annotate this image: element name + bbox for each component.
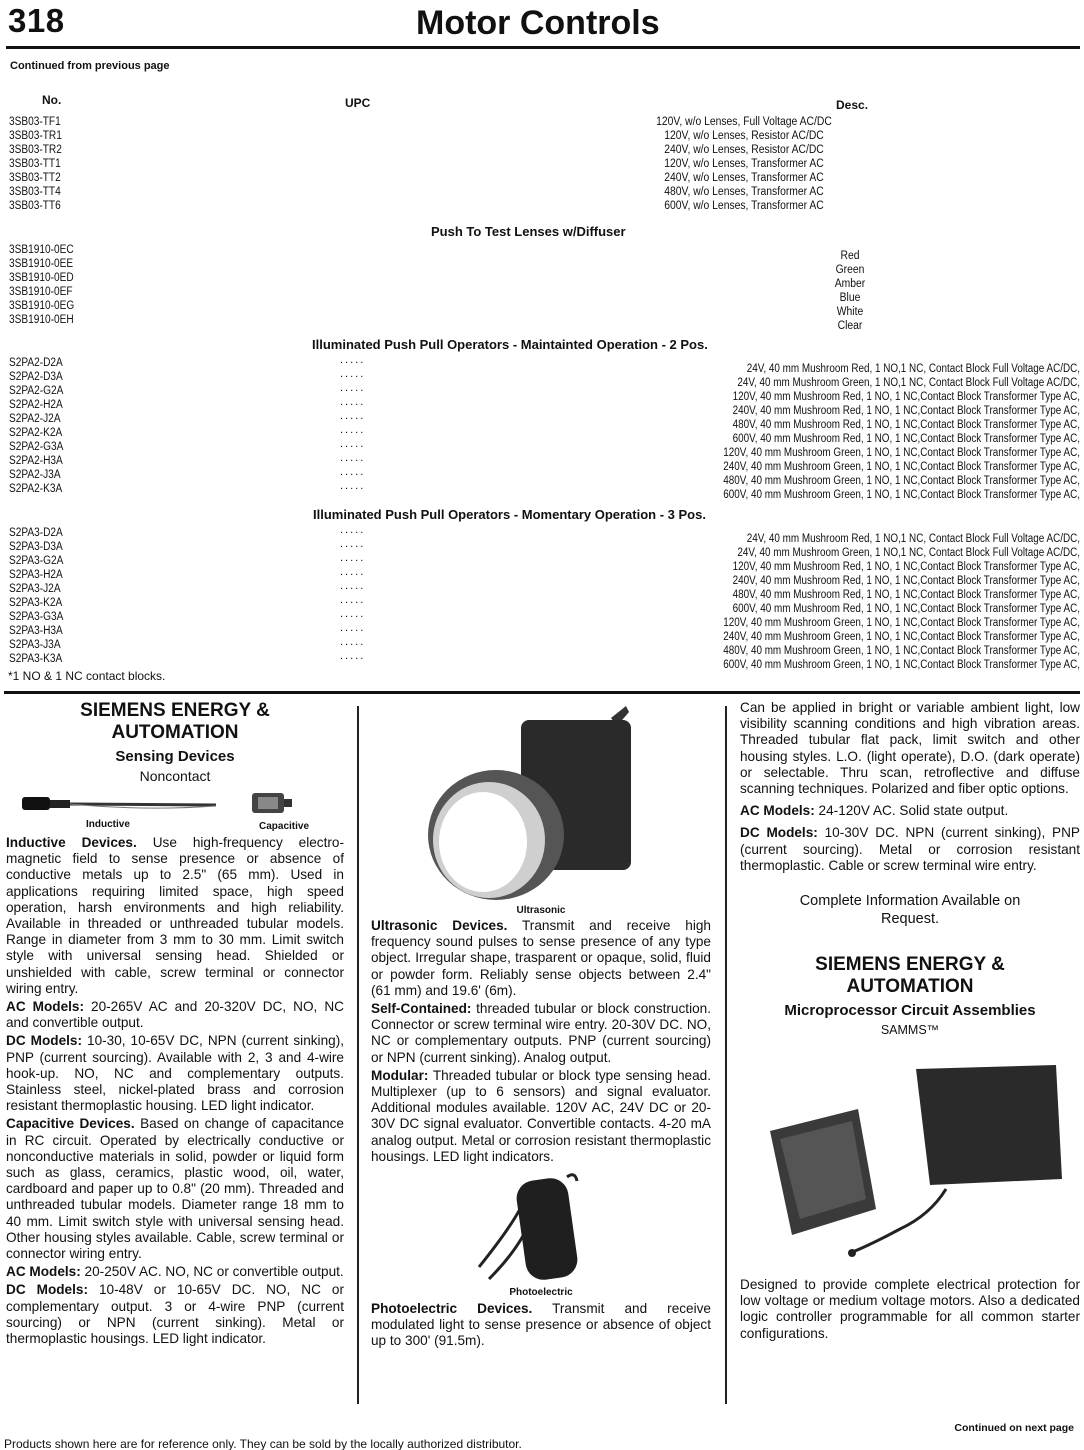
item-upc: .....	[340, 622, 366, 634]
item-number: 3SB03-TT6	[9, 200, 61, 212]
brand-heading: AUTOMATION	[846, 976, 974, 998]
item-upc: .....	[340, 368, 366, 380]
photoelectric-sensor-image	[371, 1167, 711, 1301]
column-divider	[357, 706, 359, 1404]
paragraph-text: Transmit and receive modulated light to sense presence or absence of object up to 300' (91.5m).	[371, 1301, 711, 1349]
item-description: 600V, 40 mm Mushroom Red, 1 NO, 1 NC,Contact Block Transformer Type AC,	[732, 433, 1080, 445]
paragraph	[371, 1301, 711, 1350]
item-description: 480V, 40 mm Mushroom Green, 1 NO, 1 NC,Contact Block Transformer Type AC,	[723, 475, 1080, 487]
item-upc: .....	[340, 410, 366, 422]
column-header-desc: Desc.	[836, 98, 869, 112]
item-upc: .....	[340, 438, 366, 450]
column-header-upc: UPC	[345, 96, 371, 110]
item-upc: .....	[340, 382, 366, 394]
section-title: Illuminated Push Pull Operators - Maintainted Operation - 2 Pos.	[312, 337, 708, 352]
table-row	[0, 299, 1084, 318]
left-column	[6, 700, 344, 1349]
item-upc: .....	[340, 396, 366, 408]
paragraph	[740, 825, 1080, 874]
section-subtitle-secondary: SAMMS™	[880, 1023, 940, 1038]
item-upc: .....	[340, 424, 366, 436]
item-description: 240V, 40 mm Mushroom Red, 1 NO, 1 NC,Contact Block Transformer Type AC,	[732, 575, 1080, 587]
item-description: 240V, 40 mm Mushroom Green, 1 NO, 1 NC,Contact Block Transformer Type AC,	[723, 631, 1080, 643]
paragraph-lead: DC Models:	[6, 1033, 82, 1049]
item-number: S2PA2-G3A	[9, 441, 64, 453]
item-description: 480V, 40 mm Mushroom Red, 1 NO, 1 NC,Contact Block Transformer Type AC,	[732, 419, 1080, 431]
paragraph-lead: Inductive Devices.	[6, 835, 137, 850]
paragraph-lead: AC Models:	[6, 999, 85, 1015]
table-row	[0, 257, 1084, 276]
item-number: 3SB03-TR2	[9, 144, 62, 156]
item-description: White	[836, 306, 864, 318]
footer-disclaimer: Products shown here are for reference only. They can be sold by the locally authorized distributor.	[4, 1437, 522, 1450]
item-description: 600V, w/o Lenses, Transformer AC	[664, 200, 824, 212]
item-description: 240V, 40 mm Mushroom Green, 1 NO, 1 NC,Contact Block Transformer Type AC,	[723, 461, 1080, 473]
item-number: S2PA3-H2A	[9, 569, 63, 581]
information-note: Complete Information Available on Request.	[799, 893, 1021, 928]
section-subtitle: Sensing Devices	[115, 748, 235, 765]
section-title: Illuminated Push Pull Operators - Momentary Operation - 3 Pos.	[313, 507, 706, 522]
item-upc: .....	[340, 580, 366, 592]
paragraph-text: 20-265V AC and 20-320V DC, NO, NC and convertible output.	[6, 999, 344, 1031]
paragraph-lead: DC Models:	[6, 1282, 88, 1298]
item-number: 3SB03-TT1	[9, 158, 61, 170]
item-number: 3SB1910-0EC	[9, 244, 74, 256]
item-upc: .....	[340, 636, 366, 648]
page-number: 318	[8, 2, 65, 39]
brand-heading: SIEMENS ENERGY &	[815, 954, 1005, 976]
item-number: S2PA2-J3A	[9, 469, 61, 481]
paragraph	[6, 1033, 344, 1114]
item-number: S2PA3-K3A	[9, 653, 63, 665]
item-upc: .....	[340, 466, 366, 478]
paragraph: Designed to provide complete electrical protection for low voltage or medium voltage motors. Also a dedicated logic controller programmable for all common starter configurations.	[740, 1277, 1080, 1341]
image-caption: Inductive	[86, 819, 130, 830]
item-description: 600V, 40 mm Mushroom Green, 1 NO, 1 NC,Contact Block Transformer Type AC,	[723, 659, 1080, 671]
paragraph-lead: DC Models:	[740, 825, 818, 841]
item-description: Clear	[837, 320, 863, 332]
table-row	[0, 129, 1084, 143]
table-row	[0, 271, 1084, 290]
item-number: S2PA3-J2A	[9, 583, 61, 595]
samms-assembly-image	[740, 1039, 1080, 1277]
item-number: S2PA2-H3A	[9, 455, 63, 467]
paragraph-text: 24-120V AC. Solid state output.	[814, 803, 1009, 819]
table-row	[0, 354, 1084, 375]
item-description: 120V, 40 mm Mushroom Green, 1 NO, 1 NC,Contact Block Transformer Type AC,	[723, 447, 1080, 459]
continued-next: Continued on next page	[954, 1422, 1074, 1434]
item-description: 480V, 40 mm Mushroom Red, 1 NO, 1 NC,Contact Block Transformer Type AC,	[732, 589, 1080, 601]
item-number: 3SB1910-0ED	[9, 272, 74, 284]
item-number: S2PA3-H3A	[9, 625, 63, 637]
item-upc: .....	[340, 594, 366, 606]
item-upc: .....	[340, 650, 366, 662]
paragraph	[6, 1116, 344, 1262]
paragraph	[371, 1068, 711, 1165]
table-row	[0, 313, 1084, 332]
item-description: 120V, 40 mm Mushroom Red, 1 NO, 1 NC,Contact Block Transformer Type AC,	[732, 561, 1080, 573]
item-upc: .....	[340, 524, 366, 536]
item-upc: .....	[340, 566, 366, 578]
paragraph	[6, 1282, 344, 1347]
paragraph-text: threaded tubular or block construction. Connector or screw terminal wire entry. 20-30V DC. NO, NC or complementary outputs. PNP (current sourcing) or NPN (current sinking). Analog output.	[371, 1001, 711, 1065]
item-description: 120V, w/o Lenses, Resistor AC/DC	[664, 130, 824, 142]
item-number: S2PA2-G2A	[9, 385, 64, 397]
paragraph-text: 20-250V AC. NO, NC or convertible output.	[80, 1264, 344, 1280]
table-row	[0, 524, 1084, 545]
paragraph-text: Based on change of capacitance in RC circuit. Operated by electrically conductive or nonconductive materials in solid, powder or liquid form such as glass, ceramics, plastic wood, oil, water, cardboard and paper up to 0.8" (20 mm). Threaded and unthreaded tubular models. Diameter range 18 mm to 40 mm. Limit switch style with universal sensing head. Other housing styles available. Cable, screw terminal or connector wiring entry.	[6, 1116, 344, 1262]
item-upc: .....	[340, 480, 366, 492]
capacitive-sensor-image	[252, 793, 292, 813]
item-description: 24V, 40 mm Mushroom Green, 1 NO,1 NC, Contact Block Full Voltage AC/DC,	[737, 547, 1080, 559]
paragraph	[6, 1264, 344, 1280]
item-number: S2PA3-D2A	[9, 527, 63, 539]
item-description: 120V, w/o Lenses, Full Voltage AC/DC	[656, 116, 832, 128]
item-description: 480V, 40 mm Mushroom Green, 1 NO, 1 NC,Contact Block Transformer Type AC,	[723, 645, 1080, 657]
paragraph-lead: Capacitive Devices.	[6, 1116, 135, 1132]
continued-from-previous: Continued from previous page	[10, 60, 170, 72]
paragraph	[6, 835, 344, 997]
item-number: S2PA3-D3A	[9, 541, 63, 553]
item-upc: .....	[340, 354, 366, 366]
item-number: 3SB1910-0EG	[9, 300, 75, 312]
item-number: S2PA2-D2A	[9, 357, 63, 369]
paragraph-text: Transmit and receive high frequency sound pulses to sense presence of any type object. Irregular shape, trasparent or opaque, solid, fluid or powder form. Reliably sense objects between 2.4" (61 mm) and 19.6' (6m).	[371, 918, 711, 998]
table-row	[0, 185, 1084, 199]
ultrasonic-sensor-image	[371, 700, 711, 918]
item-number: 3SB1910-0EE	[9, 258, 74, 270]
item-description: 240V, w/o Lenses, Transformer AC	[664, 172, 824, 184]
paragraph-lead: Ultrasonic Devices.	[371, 918, 508, 933]
page-title: Motor Controls	[416, 4, 660, 42]
paragraph	[740, 803, 1080, 819]
table-row	[0, 199, 1084, 213]
table-row	[0, 171, 1084, 185]
paragraph-lead: Photoelectric Devices.	[371, 1301, 533, 1317]
item-number: S2PA2-J2A	[9, 413, 61, 425]
paragraph-text: 10-48V or 10-65V DC. NO, NC or complementary output. 3 or 4-wire PNP (current sourcing) or NPN (current sinking). Metal or thermoplastic housings. LED light indicator.	[6, 1282, 344, 1347]
item-description: 600V, 40 mm Mushroom Red, 1 NO, 1 NC,Contact Block Transformer Type AC,	[732, 603, 1080, 615]
item-description: 120V, 40 mm Mushroom Red, 1 NO, 1 NC,Contact Block Transformer Type AC,	[732, 391, 1080, 403]
section-title: Push To Test Lenses w/Diffuser	[431, 224, 626, 239]
item-description: 480V, w/o Lenses, Transformer AC	[664, 186, 824, 198]
item-description: Green	[835, 264, 865, 276]
item-upc: .....	[340, 452, 366, 464]
item-number: S2PA3-G3A	[9, 611, 64, 623]
brand-heading: AUTOMATION	[111, 722, 239, 743]
item-number: 3SB03-TF1	[9, 116, 61, 128]
item-description: 24V, 40 mm Mushroom Green, 1 NO,1 NC, Contact Block Full Voltage AC/DC,	[737, 377, 1080, 389]
table-row	[0, 115, 1084, 129]
section-rule	[4, 691, 1080, 694]
item-upc: .....	[340, 552, 366, 564]
item-description: Red	[840, 250, 860, 262]
section-subtitle-secondary: Noncontact	[139, 768, 211, 784]
image-caption: Photoelectric	[509, 1287, 573, 1299]
item-upc: .....	[340, 608, 366, 620]
paragraph-lead: Modular:	[371, 1067, 429, 1083]
brand-heading: SIEMENS ENERGY &	[80, 700, 270, 721]
item-number: S2PA2-H2A	[9, 399, 63, 411]
item-description: 600V, 40 mm Mushroom Green, 1 NO, 1 NC,Contact Block Transformer Type AC,	[723, 489, 1080, 501]
item-description: 120V, w/o Lenses, Transformer AC	[664, 158, 824, 170]
paragraph-lead: AC Models:	[6, 1264, 81, 1280]
table-row	[0, 143, 1084, 157]
item-number: 3SB1910-0EF	[9, 286, 73, 298]
item-number: S2PA3-G2A	[9, 555, 64, 567]
table-row	[0, 157, 1084, 171]
item-description: Blue	[839, 292, 861, 304]
middle-column	[371, 700, 711, 1352]
column-header-no: No.	[42, 93, 62, 107]
paragraph	[371, 918, 711, 999]
paragraph	[371, 1001, 711, 1066]
item-number: S2PA2-D3A	[9, 371, 63, 383]
paragraph-text: 10-30, 10-65V DC, NPN (current sinking), PNP (current sourcing). Available with 2, 3 and 4-wire hook-up. NO, NC and complementary outputs. Stainless steel, nickel-plated brass and corrosion resistant thermoplastic housing. LED light indicator.	[6, 1033, 344, 1114]
item-description: 120V, 40 mm Mushroom Green, 1 NO, 1 NC,Contact Block Transformer Type AC,	[723, 617, 1080, 629]
paragraph: Can be applied in bright or variable ambient light, low visibility scanning conditions and high vibration areas. Threaded tubular flat pack, limit switch and other housing styles. L.O. (light operate), D.O. (dark operate) or selectable. Thru scan, retroflective and diffuse scanning techniques. Polarized and fiber optic options.	[740, 700, 1080, 797]
column-divider	[725, 706, 727, 1404]
item-number: 3SB03-TT2	[9, 172, 61, 184]
item-description: 24V, 40 mm Mushroom Red, 1 NO,1 NC, Contact Block Full Voltage AC/DC,	[746, 363, 1080, 375]
item-number: S2PA2-K3A	[9, 483, 63, 495]
right-column	[740, 700, 1080, 1344]
footnote: *1 NO & 1 NC contact blocks.	[8, 669, 166, 683]
item-number: 3SB03-TR1	[9, 130, 62, 142]
paragraph-text: 10-30V DC. NPN (current sinking), PNP (current sourcing). Metal or corrosion resistant thermoplastic. Cable or screw terminal wire entry.	[740, 825, 1080, 873]
table-row	[0, 243, 1084, 262]
item-number: S2PA2-K2A	[9, 427, 63, 439]
header-rule	[6, 46, 1080, 49]
item-description: 240V, 40 mm Mushroom Red, 1 NO, 1 NC,Contact Block Transformer Type AC,	[732, 405, 1080, 417]
image-caption: Capacitive	[259, 821, 310, 832]
item-number: S2PA3-J3A	[9, 639, 61, 651]
item-number: 3SB03-TT4	[9, 186, 61, 198]
paragraph-text: Use high-frequency electro-magnetic field to sense presence or absence of conductive metals up to 2.5" (65 mm). Used in applications requiring limited space, high speed operation, harsh environments and high reliability. Available in threaded or unthreaded tubular models. Range in diameter from 3 mm to 30 mm. Limit switch style with universal sensing head. Shielded or unshielded with cable, screw terminal or connector wiring entry.	[6, 835, 344, 996]
item-description: 24V, 40 mm Mushroom Red, 1 NO,1 NC, Contact Block Full Voltage AC/DC,	[746, 533, 1080, 545]
table-row	[0, 285, 1084, 304]
item-upc: .....	[340, 538, 366, 550]
paragraph-lead: AC Models:	[740, 803, 815, 819]
item-description: 240V, w/o Lenses, Resistor AC/DC	[664, 144, 824, 156]
image-caption: Ultrasonic	[516, 905, 566, 916]
paragraph-lead: Self-Contained:	[371, 1001, 472, 1017]
section-subtitle: Microprocessor Circuit Assemblies	[784, 1002, 1036, 1020]
paragraph	[6, 999, 344, 1031]
item-number: S2PA3-K2A	[9, 597, 63, 609]
item-number: 3SB1910-0EH	[9, 314, 74, 326]
item-description: Amber	[834, 278, 866, 290]
sensor-images	[6, 785, 344, 833]
paragraph-text: Threaded tubular or block type sensing head. Multiplexer (up to 6 sensors) and signal evaluator. Additional modules available. 120V AC, 24V DC or 20-30V DC signal evaluator. Convertible contacts. 4-20 mA analog output. Metal or corrosion resistant thermoplastic housings. LED light indicators.	[371, 1067, 711, 1164]
